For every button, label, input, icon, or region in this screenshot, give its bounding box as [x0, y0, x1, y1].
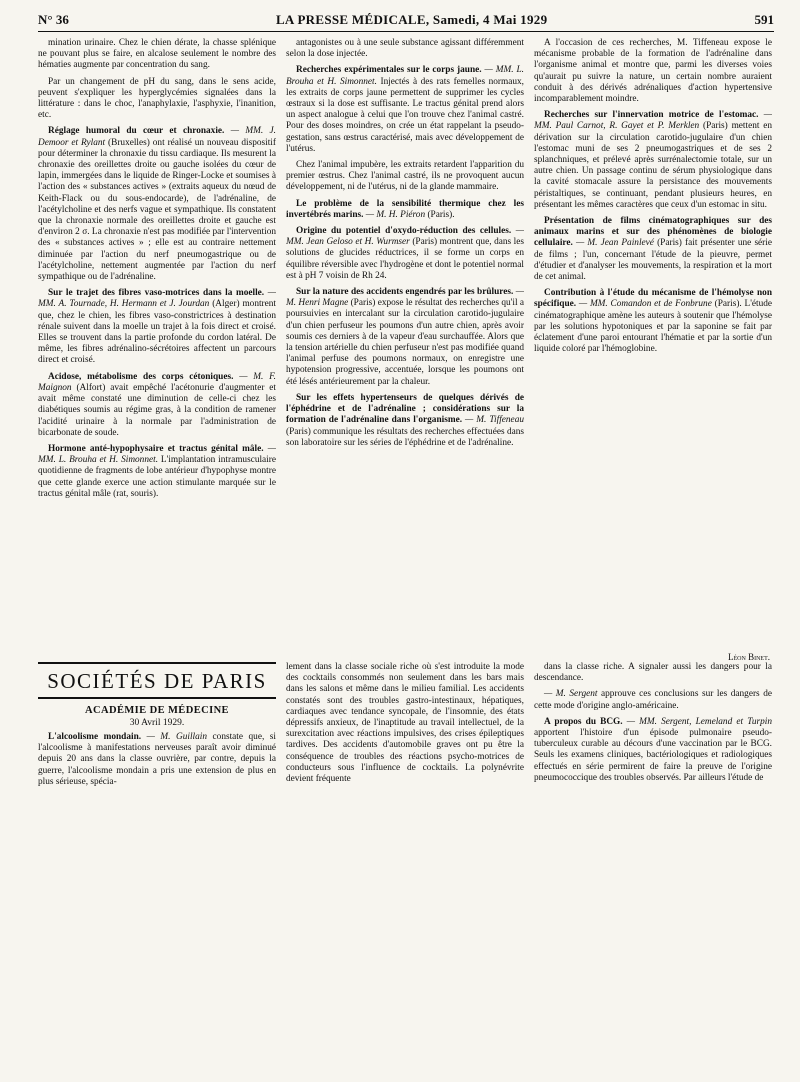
para-heading: Origine du potentiel d'oxydo-réduction des cellules.	[296, 226, 516, 237]
para-place: (Paris).	[714, 299, 745, 310]
para-heading: Recherches expérimentales sur le corps jaune.	[296, 65, 485, 76]
para-heading: A propos du BCG.	[544, 716, 627, 727]
paragraph	[38, 372, 276, 439]
column-2	[286, 38, 524, 666]
para-text: Par un changement de pH du sang, dans le sens acide, peuvent s'expliquer les hyperglycémies signalées dans la littérature : dans le choc, l'anaphylaxie, l'asphyxie, l'inanition, etc.	[38, 76, 276, 121]
para-text: expose le résultat des recherches qu'il a poursuivies en intercalant sur la circulation carotido-jugulaire d'un chien perfuseur les poumons d'un autre chien, après avoir soumis ces derniers à de la vapeur d'eau surchauffée. Alors que la tension artérielle du chien perfuseur n'est pas modifiée quand l'animal perfuse des poumons normaux, on enregistre une hypotension progressive, accentuée, lorsque les poumons ont été lésés antérieurement par la chaleur.	[286, 298, 524, 387]
lower-middle-text: lement dans la classe sociale riche où s'est introduite la mode des cocktails consommés non seulement dans les bars mais dans les salons et même dans le milieu familial. Les accidents constatés sont des troubles gastro-intestinaux, hépatiques, cardiaques avec tendance syncopale, de l'insomnie, des états dépressifs anxieux, de l'inaptitude au travail intellectuel, de la surexcitation avec réactions impulsives, des crises épileptiques tardives. Des accidents d'automobile graves ont pu être la conséquence de troubles des réactions psycho-motrices de conducteurs sous l'influence de cocktails. La polynévrite devient fréquente	[286, 662, 524, 785]
para-text: Injectés à des rats femelles normaux, les extraits de corps jaune permettent de supprimer les cycles œstraux si la dose est suffisante. Le tractus génital prend alors un aspect analogue à celui que l'on trouve chez l'animal castré. Pour des doses moindres, on crée un état rappelant la pseudo-gestation, sans œstrus caractérisé, mais avec développement de l'utérus.	[286, 76, 524, 154]
para-author: — M. Tiffeneau	[465, 415, 524, 426]
signature: Léon Binet.	[728, 652, 770, 662]
paragraph	[534, 662, 772, 684]
alcoolisme-paragraph	[38, 732, 276, 793]
paragraph	[286, 160, 524, 194]
para-place: (Paris)	[657, 238, 686, 249]
lower-right-column	[534, 662, 772, 793]
para-heading: L'alcoolisme mondain.	[48, 732, 142, 742]
paragraph	[534, 110, 772, 211]
para-text: L'étude cinématographique amène les auteurs à soutenir que l'hémolyse par les solutions hypotoniques et par la saponine se fait par éclatement d'une paroi entourant l'hématie et par la sortie d'un liquide coloré par l'hémoglobine.	[534, 299, 772, 355]
paragraph	[534, 216, 772, 283]
academie-heading: ACADÉMIE DE MÉDECINE	[85, 705, 229, 716]
paragraph	[286, 38, 524, 60]
paragraph	[286, 226, 524, 282]
lower-middle-column	[286, 662, 524, 793]
issue-number: N° 36	[38, 12, 69, 27]
journal-title: LA PRESSE MÉDICALE, Samedi, 4 Mai 1929	[275, 12, 548, 27]
page-number: 591	[754, 12, 774, 27]
paragraph	[534, 689, 772, 711]
section-title: SOCIÉTÉS DE PARIS	[38, 662, 276, 699]
para-text: montrent que, chez le chien, les fibres vaso-constrictrices à destination rénale suivent dans la moelle un trajet à la fois direct et croisé. Elles se trouvent dans la partie profonde du cordon latéral. De même, les fibres adrénalino-sécrétoires affectent un parcours direct et croisé.	[38, 299, 276, 366]
para-author: — MM. Jean Geloso et H. Wurmser	[286, 226, 524, 248]
para-place: (Bruxelles)	[108, 137, 153, 148]
para-text: constate que, si l'alcoolisme à manifestations nerveuses paraît avoir diminué depuis 20 ans dans la classe ouvrière, par contre, depuis la guerre, l'alcoolisme mondain a pris une extension de plus en plus sérieuse, spécia-	[38, 732, 276, 787]
para-heading: Contribution à l'étude du mécanisme de l'hémolyse non spécifique.	[534, 288, 772, 310]
para-place: (Paris)	[702, 121, 732, 132]
para-text: antagonistes ou à une seule substance agissant différemment selon la dose injectée.	[286, 38, 524, 60]
lower-section	[38, 662, 774, 793]
para-author: — M. H. Piéron	[365, 209, 428, 220]
para-place: (Paris)	[286, 426, 314, 437]
paragraph	[38, 38, 276, 72]
paragraph	[534, 38, 772, 105]
para-text: avait empêché l'acétonurie d'augmenter et avait même constaté une diminution de celle-ci chez les diabétiques soumis au régime gras, à la condition de ramener l'acidité urinaire à la normale par l'administration de bicarbonate de soude.	[38, 382, 276, 438]
para-text: apportent l'histoire d'un épisode pulmonaire pseudo-tuberculeux curable au décours d'une vaccination par le BCG. Seuls les examens cliniques, bactériologiques et radiologiques effectués en série permirent de faire la preuve de l'origine pneumococcique des troubles observés. Par ailleurs l'étude de	[534, 728, 772, 783]
paragraph	[286, 199, 524, 221]
para-heading: Recherches sur l'innervation motrice de l'estomac.	[544, 110, 764, 121]
para-heading: Acidose, métabolisme des corps cétoniques.	[48, 371, 240, 382]
para-author: — MM. Sergent, Lemeland et Turpin	[626, 716, 772, 727]
para-place: (Paris)	[350, 298, 378, 309]
para-author: — MM. J. Demoor et Rylant	[38, 126, 276, 148]
para-author: — MM. L. Brouha et H. Simonnet.	[38, 443, 276, 466]
para-author: — M. Sergent	[544, 689, 602, 700]
paragraph	[38, 444, 276, 500]
para-text: mination urinaire. Chez le chien dérate, la chasse splénique ne pouvant plus se faire, en alcalose seulement le nombre des hématies augmente par concentration du sang.	[38, 38, 276, 71]
paragraph	[286, 287, 524, 388]
column-3	[534, 38, 772, 666]
para-author: — MM. A. Tournade, H. Hermann et J. Jourdan	[38, 288, 276, 310]
para-text: A l'occasion de ces recherches, M. Tiffeneau expose le mécanisme probable de la formation de l'adrénaline dans l'organisme animal et montre que, parmi les diverses voies qu'aurait pu suivre la nature, un certain nombre auraient conduit à des dérivés adrénaliques d'action hypertensive incomparablement moindre.	[534, 38, 772, 105]
para-place: (Paris).	[427, 209, 455, 220]
paragraph	[534, 288, 772, 355]
para-heading: Hormone anté-hypophysaire et tractus génital mâle.	[48, 443, 268, 454]
masthead	[38, 12, 774, 32]
para-place: (Alfort)	[76, 382, 111, 393]
para-text: fait présenter une série de films ; l'un, concernant l'étude de la pieuvre, permet d'étudier et d'analyser les mouvements, la respiration et la mort de cet animal.	[534, 238, 772, 283]
para-text: approuve ces conclusions sur les dangers de cette mode d'origine anglo-américaine.	[534, 689, 772, 711]
para-heading: Sur les effets hypertenseurs de quelques dérivés de l'éphédrine et de l'adrénaline ; considérations sur la formation de l'adrénaline dans l'organisme.	[286, 392, 524, 426]
para-text: mettent en dérivation sur la circulation carotido-jugulaire d'un chien l'estomac muni de ses 2 pneumogastriques et de ses 2 splanchniques, et prélevé après surrénalectomie totale, sur un autre chien. Un passage continu de sérum physiologique dans la cavité stomacale assure la persistance des mouvements péristaltiques, se continuant, pendant plusieurs heures, en présentant les mêmes caractères que ceux d'un estomac in situ.	[534, 121, 772, 210]
upper-columns	[38, 38, 774, 666]
seance-date: 30 Avril 1929.	[129, 718, 185, 728]
para-heading: Réglage humoral du cœur et chronaxie.	[48, 126, 231, 137]
paragraph	[38, 77, 276, 122]
para-author: — M. Guillain	[146, 732, 208, 742]
paragraph	[286, 393, 524, 449]
societes-block	[38, 662, 276, 793]
paragraph	[38, 126, 276, 283]
para-text: montrent que, dans les solutions de glucides réductrices, il se forme un corps en équilibre réversible avec l'hydrogène et dont le potentiel normal est à pH 7 voisin de Rh 24.	[286, 237, 524, 281]
para-author: — M. Jean Painlevé	[575, 238, 658, 249]
para-heading: Sur la nature des accidents engendrés par les brûlures.	[296, 287, 516, 298]
para-author: — MM. Paul Carnot, R. Gayet et P. Merklen	[534, 110, 772, 132]
para-text: ont réalisé un nouveau dispositif pour déterminer la chronaxie du tissu cardiaque. Ils mesurent la chronaxie des oreillettes droite ou gauche isolées du cœur de lapin, immergées dans le liquide de Ringer-Locke et soumises à l'action des « substances actives » (extraits aqueux du nœud de Keith-Flack ou du sous-endocarde), de l'adrénaline, de l'acétylcholine et des nerfs vague et sympathique. Ils constatent que la chronaxie normale des oreillettes droite et gauche est d'environ 2 σ. La chronaxie n'est pas modifiée par l'intervention des « substances actives » ; elle est au contraire nettement diminuée par l'action du nerf pneumogastrique ou de l'acétylcholine, nettement augmentée par l'action du nerf sympathique ou de l'adrénaline.	[38, 137, 276, 283]
para-text: dans la classe riche. A signaler aussi les dangers pour la descendance.	[534, 662, 772, 684]
paragraph	[286, 65, 524, 155]
para-place: (Paris)	[412, 237, 440, 248]
para-text: L'implantation intramusculaire quotidienne de fragments de lobe antérieur d'hypophyse montre que cette glande exerce une action stimulante marquée sur le tractus génital mâle (rat, souris).	[38, 455, 276, 499]
paragraph	[534, 717, 772, 784]
para-place: (Alger)	[212, 299, 243, 310]
para-author: — M. F. Maignon	[38, 371, 276, 393]
para-author: — MM. L. Brouha et H. Simonnet.	[286, 65, 524, 87]
para-author: — MM. Comandon et de Fonbrune	[578, 299, 715, 310]
para-text: communique les résultats des recherches effectuées dans son laboratoire sur les séries de l'éphédrine et de l'adrénaline.	[286, 426, 524, 448]
paragraph	[38, 288, 276, 366]
para-heading: Présentation de films cinématographiques sur des animaux marins et sur des phénomènes de biologie cellulaire.	[534, 216, 772, 249]
column-1	[38, 38, 276, 666]
para-heading: Sur le trajet des fibres vaso-motrices dans la moelle.	[48, 288, 268, 299]
para-author: — M. Henri Magne	[286, 287, 524, 309]
newspaper-page	[38, 12, 774, 787]
para-text: Chez l'animal impubère, les extraits retardent l'apparition du premier œstrus. Chez l'animal castré, ils ne provoquent aucun développement, ni de l'utérus, ni de la glande mammaire.	[286, 160, 524, 193]
para-heading: Le problème de la sensibilité thermique chez les invertébrés marins.	[286, 198, 524, 220]
